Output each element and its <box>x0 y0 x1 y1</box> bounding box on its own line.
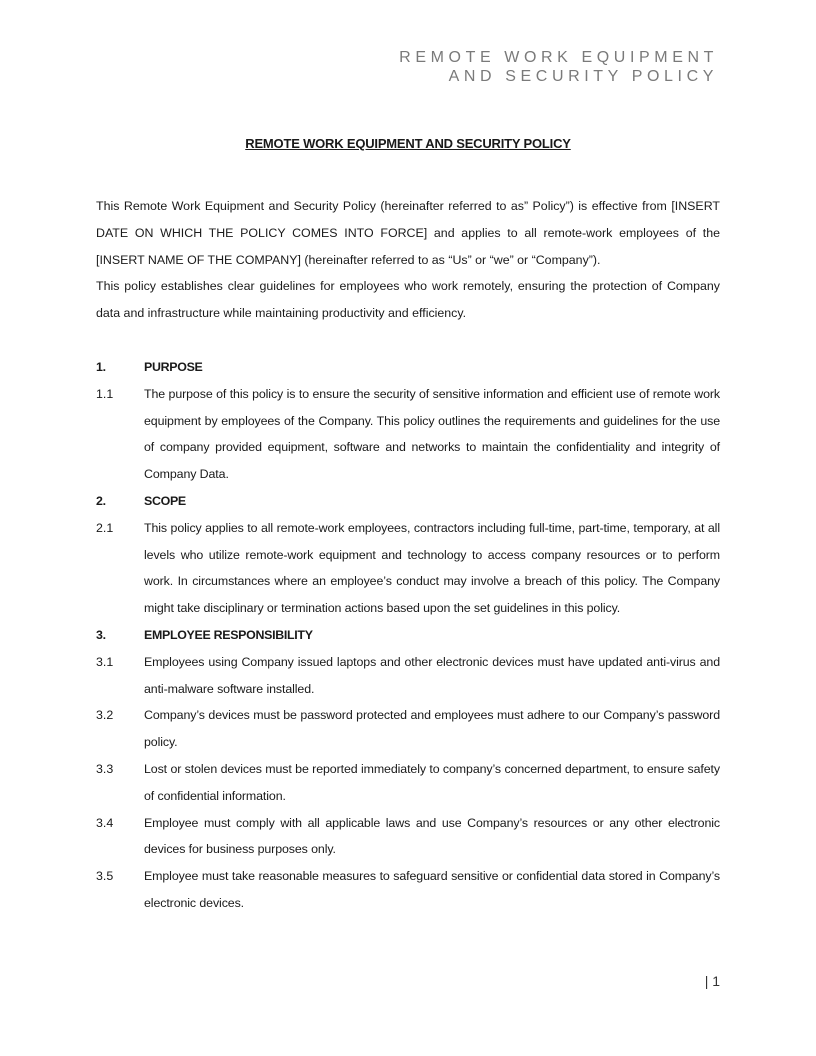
section-title: PURPOSE <box>144 360 203 374</box>
page-number: | 1 <box>704 973 720 989</box>
clause-text: Employee must comply with all applicable laws and use Company’s resources or any other electronic devices for business purposes only. <box>144 815 720 857</box>
clause-number: 2.1 <box>96 520 114 535</box>
section-heading <box>96 622 720 649</box>
clause-number: 1.1 <box>96 386 114 401</box>
section-number: 2. <box>96 493 106 508</box>
section-heading <box>96 354 720 381</box>
header-title-line-1: REMOTE WORK EQUIPMENT <box>399 49 718 66</box>
document-title: REMOTE WORK EQUIPMENT AND SECURITY POLICY <box>245 136 571 151</box>
clause-number: 3.2 <box>96 708 114 723</box>
clause <box>96 702 720 756</box>
section-heading <box>96 488 720 515</box>
intro-paragraph-1: This Remote Work Equipment and Security Policy (hereinafter referred to as” Policy”) is effective from [INSERT DATE ON WHICH THE POLICY COMES INTO FORCE] and applies to all remote-work employees of the [INSERT NAME OF THE COMPANY] (hereinafter referred to as “Us” or “we” or “Company”). <box>96 199 720 267</box>
clause-text: Company’s devices must be password protected and employees must adhere to our Company’s password policy. <box>144 708 720 750</box>
header-title-line-2: AND SECURITY POLICY <box>448 68 718 85</box>
clause-number: 3.3 <box>96 761 114 776</box>
clause-text: This policy applies to all remote-work employees, contractors including full-time, part-time, temporary, at all levels who utilize remote-work equipment and technology to access company resources or to perform work. In circumstances where an employee’s conduct may involve a breach of this policy. The Company might take disciplinary or termination actions based upon the set guidelines in this policy. <box>144 520 720 616</box>
section-title: SCOPE <box>144 493 186 508</box>
clause <box>96 381 720 488</box>
clause <box>96 810 720 864</box>
section-number: 3. <box>96 627 106 642</box>
clause-number: 3.1 <box>96 654 114 669</box>
intro <box>96 193 720 327</box>
sections <box>96 354 720 917</box>
clause <box>96 515 720 622</box>
section-number: 1. <box>96 360 106 374</box>
section-title: EMPLOYEE RESPONSIBILITY <box>144 627 313 642</box>
clause-number: 3.5 <box>96 869 114 884</box>
intro-paragraph-2: This policy establishes clear guidelines for employees who work remotely, ensuring the protection of Company data and infrastructure while maintaining productivity and efficiency. <box>96 279 720 321</box>
header-title <box>399 48 718 86</box>
clause <box>96 756 720 810</box>
clause <box>96 649 720 703</box>
clause-text: Employees using Company issued laptops and other electronic devices must have updated anti-virus and anti-malware software installed. <box>144 654 720 696</box>
clause-number: 3.4 <box>96 815 114 830</box>
clause-text: The purpose of this policy is to ensure the security of sensitive information and efficient use of remote work equipment by employees of the Company. This policy outlines the requirements and guidelines for the use of company provided equipment, software and networks to maintain the confidentiality and integrity of Company Data. <box>144 386 720 482</box>
clause-text: Employee must take reasonable measures to safeguard sensitive or confidential data stored in Company’s electronic devices. <box>144 869 720 910</box>
clause-text: Lost or stolen devices must be reported immediately to company’s concerned department, to ensure safety of confidential information. <box>144 761 720 803</box>
clause <box>96 863 720 917</box>
